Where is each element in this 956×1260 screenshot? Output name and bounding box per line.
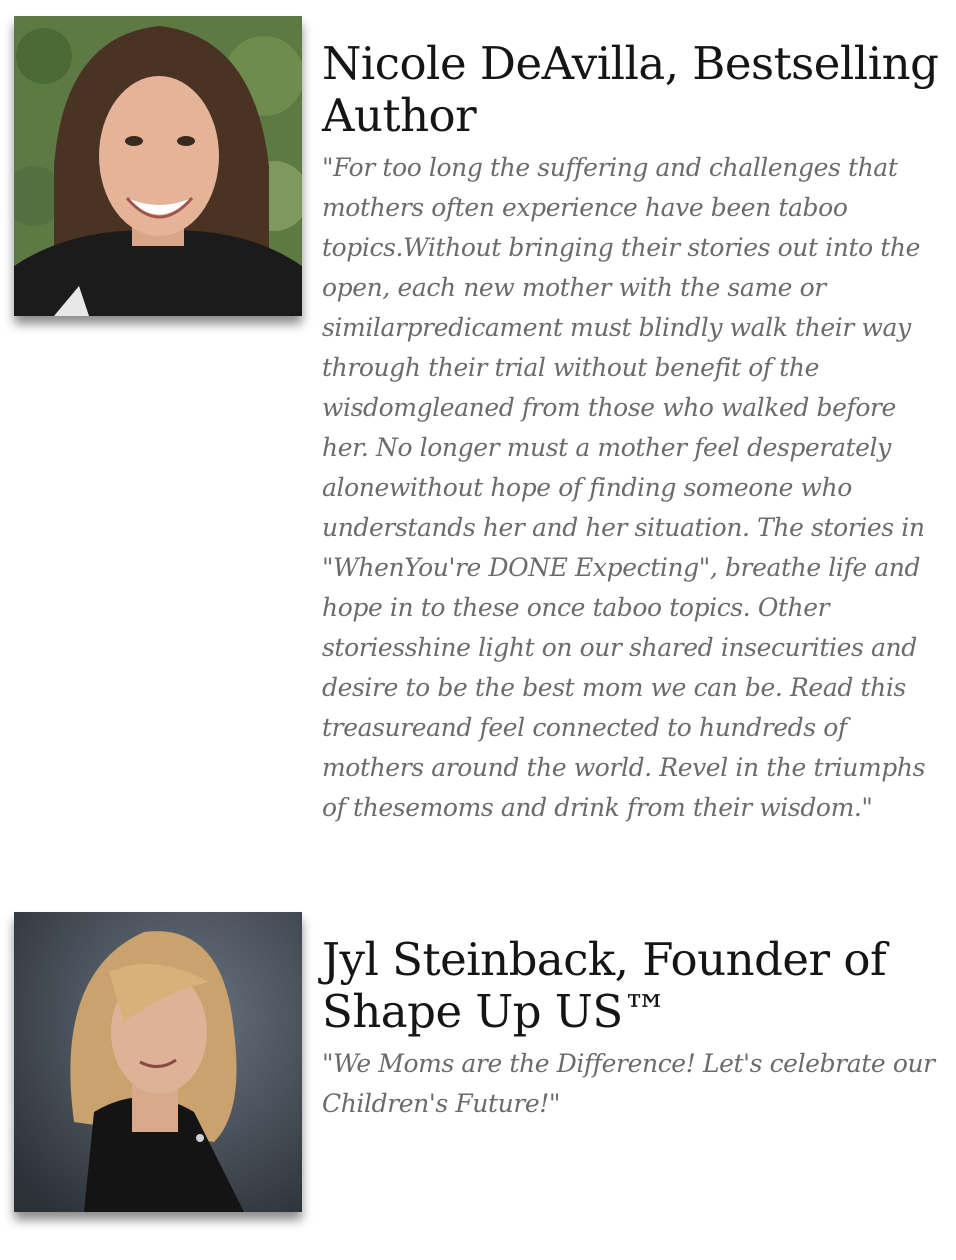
portrait-photo-jyl [14, 912, 302, 1212]
person-name-title: Nicole DeAvilla, Bestselling Author [322, 37, 939, 142]
testimonial-quote: "We Moms are the Difference! Let's celebrate our Children's Future!" [322, 1049, 935, 1118]
testimonial-quote: "For too long the suffering and challenges that mothers often experience have been taboo topics.Without bringing their stories out into the open, each new mother with the same or similarpredicament must blindly walk their way through their trial without benefit of the wisdomgleaned from those who walked before her. No longer must a mother feel desperately alonewithout hope of finding someone who understands her and her situation. The stories in "WhenYou're DONE Expecting", breathe life and hope in to these once taboo topics. Other storiesshine light on our shared insecurities and desire to be the best mom we can be. Read this treasureand feel connected to hundreds of mothers around the world. Revel in the triumphs of thesemoms and drink from their wisdom." [322, 153, 926, 822]
person-name-title: Jyl Steinback, Founder of Shape Up US™ [322, 933, 887, 1038]
portrait-photo-nicole [14, 16, 302, 316]
